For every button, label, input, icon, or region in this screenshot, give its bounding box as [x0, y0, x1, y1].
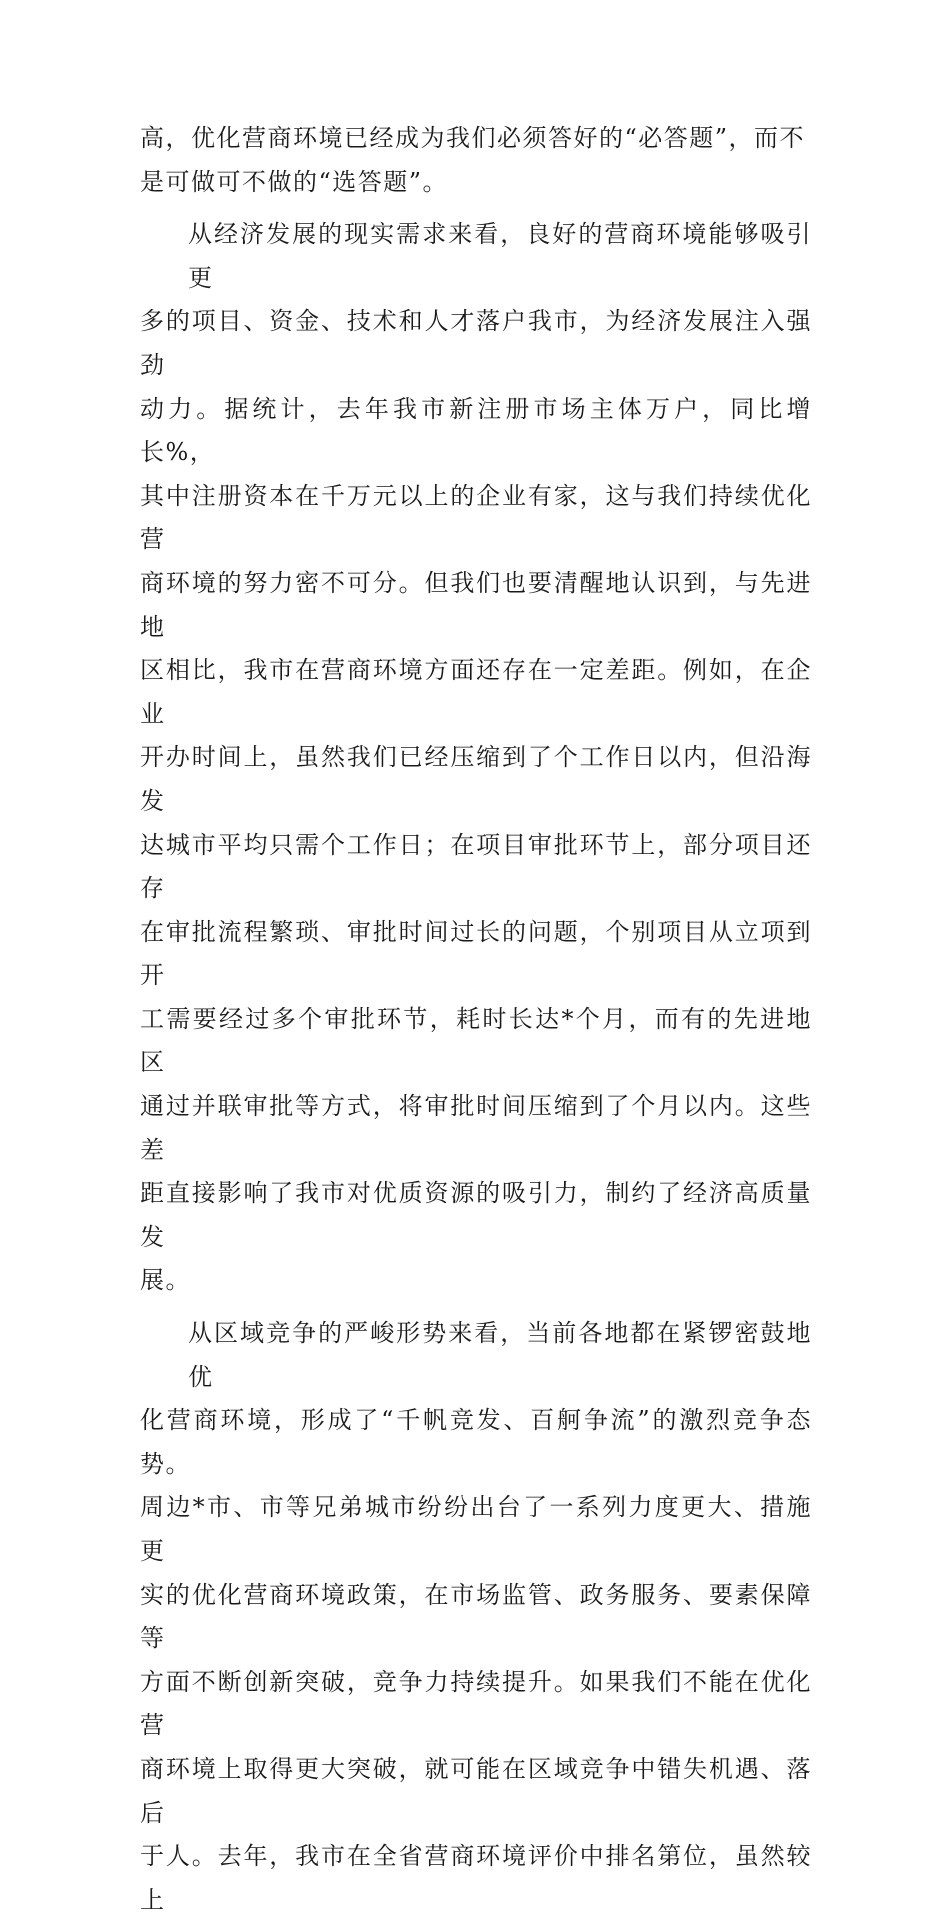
paragraph-line: 区相比，我市在营商环境方面还存在一定差距。例如，在企业 — [140, 656, 812, 728]
paragraph-2 — [140, 213, 812, 1303]
paragraph-line: 方面不断创新突破，竞争力持续提升。如果我们不能在优化营 — [140, 1667, 812, 1740]
paragraph-line: 是可做可不做的“选答题”。 — [140, 167, 449, 196]
paragraph-line: 于人。去年，我市在全省营商环境评价中排名第位，虽然较上 — [140, 1842, 812, 1914]
paragraph-line: 多的项目、资金、技术和人才落户我市，为经济发展注入强劲 — [140, 307, 812, 379]
paragraph-line: 从经济发展的现实需求来看，良好的营商环境能够吸引更 — [188, 220, 812, 292]
paragraph-line: 达城市平均只需个工作日；在项目审批环节上，部分项目还存 — [140, 830, 812, 903]
paragraph-line: 其中注册资本在千万元以上的企业有家，这与我们持续优化营 — [140, 481, 812, 554]
paragraph-line: 周边*市、市等兄弟城市纷纷出台了一系列力度更大、措施更 — [140, 1493, 812, 1565]
paragraph-line: 开办时间上，虽然我们已经压缩到了个工作日以内，但沿海发 — [140, 743, 812, 815]
paragraph-3 — [140, 1312, 812, 1922]
paragraph-line: 展。 — [140, 1266, 191, 1295]
paragraph-1 — [140, 117, 812, 204]
paragraph-line: 化营商环境，形成了“千帆竞发、百舸争流”的激烈竞争态势。 — [140, 1406, 812, 1478]
document-body — [140, 117, 812, 1922]
paragraph-line: 动力。据统计，去年我市新注册市场主体万户，同比增长%， — [140, 394, 812, 467]
paragraph-line: 商环境的努力密不可分。但我们也要清醒地认识到，与先进地 — [140, 568, 812, 641]
paragraph-line: 通过并联审批等方式，将审批时间压缩到了个月以内。这些差 — [140, 1092, 812, 1164]
paragraph-line: 高，优化营商环境已经成为我们必须答好的“必答题”，而不 — [140, 124, 806, 152]
paragraph-line: 距直接影响了我市对优质资源的吸引力，制约了经济高质量发 — [140, 1179, 812, 1251]
paragraph-line: 在审批流程繁琐、审批时间过长的问题，个别项目从立项到开 — [140, 917, 812, 990]
paragraph-line: 工需要经过多个审批环节，耗时长达*个月，而有的先进地区 — [140, 1004, 812, 1077]
paragraph-line: 实的优化营商环境政策，在市场监管、政务服务、要素保障等 — [140, 1580, 812, 1653]
paragraph-line: 从区域竞争的严峻形势来看，当前各地都在紧锣密鼓地优 — [188, 1319, 812, 1391]
paragraph-line: 商环境上取得更大突破，就可能在区域竞争中错失机遇、落后 — [140, 1754, 812, 1827]
